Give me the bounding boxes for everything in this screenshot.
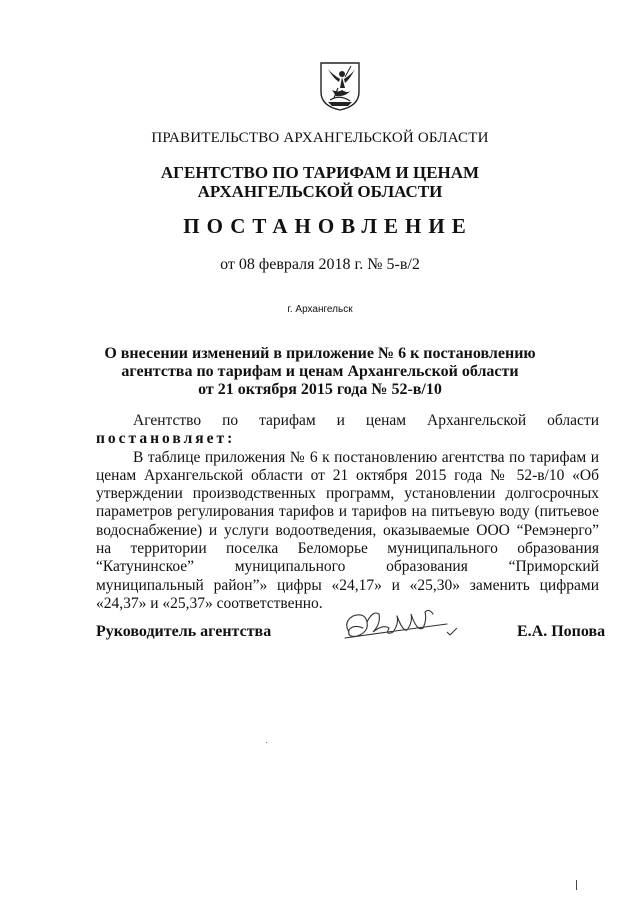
agency-name <box>0 163 640 201</box>
intro-paragraph: Агентство по тарифам и ценам Архангельской области <box>133 412 599 429</box>
resolves-label: постановляет: <box>96 430 236 448</box>
agency-name-line-1: АГЕНТСТВО ПО ТАРИФАМ И ЦЕНАМ <box>160 163 480 182</box>
government-name: ПРАВИТЕЛЬСТВО АРХАНГЕЛЬСКОЙ ОБЛАСТИ <box>151 130 489 146</box>
coat-of-arms-icon <box>318 60 362 112</box>
signer-name: Е.А. Попова <box>517 623 606 640</box>
document-body <box>96 412 599 613</box>
subject-line-1: О внесении изменений в приложение № 6 к постановлению <box>104 345 536 362</box>
handwritten-signature <box>337 602 455 650</box>
main-paragraph: В таблице приложения № 6 к постановлению агентства по тарифам и ценам Архангельской области от 21 октября 2015 года № 52-в/10 «Об утверждении производственных программ, установлении долгосрочных параметров регулирования тарифов и тарифов на питьевую воду (питьевое водоснабжение) и услуги водоотведения, оказываемые ООО “Ремэнерго” на территории поселка Беломорье муниципального образования “Катунинское” муниципального образования “Приморский муниципальный район”» цифры «24,17» и «25,30» заменить цифрами «24,37» и «25,37» соответственно. <box>96 448 599 612</box>
signature-check-icon <box>446 626 458 638</box>
document-date-number: от 08 февраля 2018 г. № 5-в/2 <box>220 256 420 273</box>
agency-name-line-2: АРХАНГЕЛЬСКОЙ ОБЛАСТИ <box>197 182 443 201</box>
document-city: г. Архангельск <box>287 304 353 315</box>
page-edge-mark <box>576 880 577 890</box>
scan-speck <box>266 742 267 743</box>
subject-line-2: агентства по тарифам и ценам Архангельской области <box>121 363 519 380</box>
document-subject <box>0 345 640 399</box>
document-type: ПОСТАНОВЛЕНИЕ <box>183 214 473 238</box>
subject-line-3: от 21 октября 2015 года № 52-в/10 <box>198 381 442 398</box>
signer-title: Руководитель агентства <box>96 623 272 640</box>
